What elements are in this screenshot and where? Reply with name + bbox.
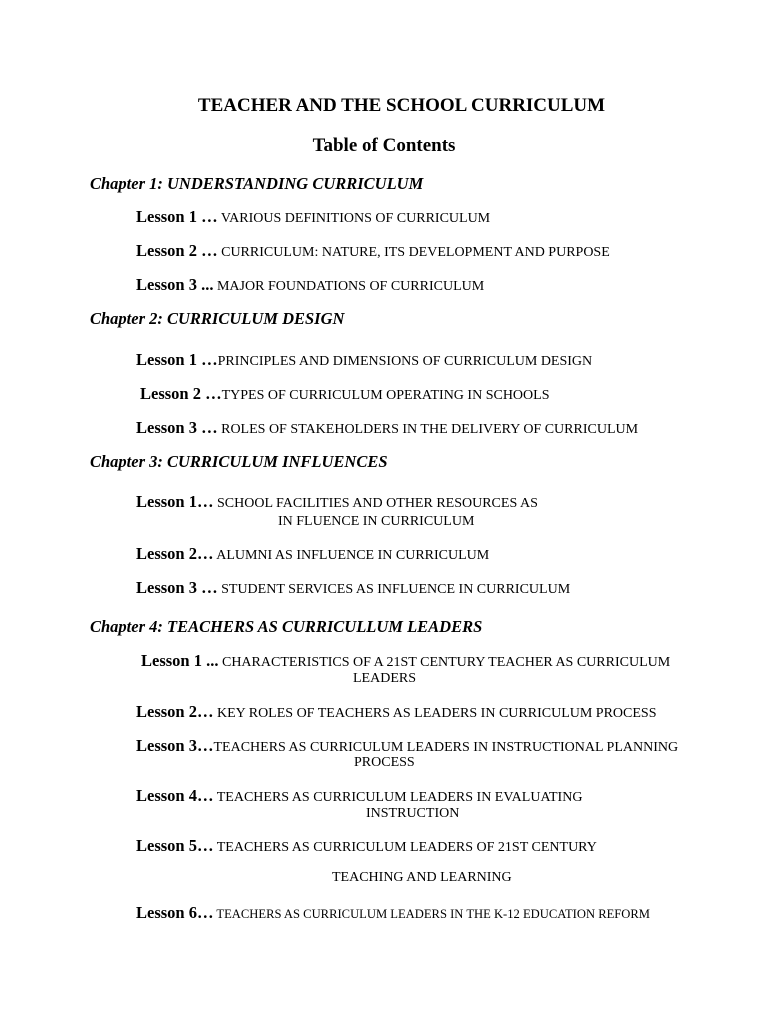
- chapter-4-lesson-1: [141, 653, 670, 670]
- chapter-1-heading: Chapter 1: UNDERSTANDING CURRICULUM: [90, 174, 424, 193]
- lesson-title: TEACHERS AS CURRICULUM LEADERS IN THE K-12 EDUCATION REFORM: [213, 907, 650, 921]
- lesson-number: Lesson 6…: [136, 903, 214, 922]
- lesson-number: Lesson 3 …: [136, 578, 218, 597]
- chapter-3-lesson-1: [136, 494, 538, 511]
- lesson-title: TYPES OF CURRICULUM OPERATING IN SCHOOLS: [221, 388, 550, 403]
- lesson-title: TEACHERS AS CURRICULUM LEADERS IN EVALUATING: [213, 790, 583, 805]
- lesson-title: STUDENT SERVICES AS INFLUENCE IN CURRICULUM: [217, 582, 571, 597]
- lesson-number: Lesson 2…: [136, 544, 214, 563]
- chapter-4-lesson-5-continuation: TEACHING AND LEARNING: [332, 870, 512, 885]
- lesson-title: CHARACTERISTICS OF A 21ST CENTURY TEACHER AS CURRICULUM: [218, 655, 671, 670]
- lesson-title: MAJOR FOUNDATIONS OF CURRICULUM: [213, 279, 485, 294]
- chapter-4-lesson-4: [136, 788, 582, 805]
- lesson-number: Lesson 4…: [136, 786, 214, 805]
- document-title: TEACHER AND THE SCHOOL CURRICULUM: [197, 95, 606, 116]
- chapter-2-heading: Chapter 2: CURRICULUM DESIGN: [90, 309, 345, 328]
- lesson-number: Lesson 1 …: [136, 350, 218, 369]
- chapter-2-lesson-1: [136, 352, 592, 369]
- lesson-number: Lesson 1 …: [136, 207, 218, 226]
- chapter-2-lesson-3: [136, 420, 638, 437]
- chapter-3-heading: Chapter 3: CURRICULUM INFLUENCES: [90, 452, 388, 471]
- lesson-number: Lesson 1 ...: [141, 651, 219, 670]
- chapter-4-lesson-5: [136, 838, 597, 855]
- lesson-title: KEY ROLES OF TEACHERS AS LEADERS IN CURRICULUM PROCESS: [213, 706, 657, 721]
- lesson-title: TEACHERS AS CURRICULUM LEADERS OF 21ST CENTURY: [213, 840, 597, 855]
- chapter-2-lesson-2: [140, 386, 549, 403]
- lesson-title: VARIOUS DEFINITIONS OF CURRICULUM: [217, 211, 491, 226]
- chapter-1-lesson-1: [136, 209, 490, 226]
- lesson-number: Lesson 2…: [136, 702, 214, 721]
- chapter-4-lesson-3: [136, 738, 678, 755]
- chapter-4-lesson-6: [136, 905, 650, 922]
- chapter-1-lesson-3: [136, 277, 484, 294]
- lesson-number: Lesson 1…: [136, 492, 214, 511]
- lesson-number: Lesson 2 …: [136, 241, 218, 260]
- chapter-4-heading: Chapter 4: TEACHERS AS CURRICULLUM LEADERS: [90, 617, 483, 636]
- chapter-4-lesson-1-continuation: LEADERS: [353, 671, 416, 686]
- lesson-title: SCHOOL FACILITIES AND OTHER RESOURCES AS: [213, 496, 538, 511]
- lesson-number: Lesson 3 …: [136, 418, 218, 437]
- lesson-title: ROLES OF STAKEHOLDERS IN THE DELIVERY OF CURRICULUM: [217, 422, 639, 437]
- chapter-4-lesson-2: [136, 704, 657, 721]
- chapter-1-lesson-2: [136, 243, 610, 260]
- chapter-3-lesson-3: [136, 580, 570, 597]
- chapter-4-lesson-4-continuation: INSTRUCTION: [366, 806, 460, 821]
- lesson-title: ALUMNI AS INFLUENCE IN CURRICULUM: [213, 548, 490, 563]
- lesson-number: Lesson 3 ...: [136, 275, 214, 294]
- lesson-number: Lesson 2 …: [140, 384, 222, 403]
- lesson-title: TEACHERS AS CURRICULUM LEADERS IN INSTRUCTIONAL PLANNING: [213, 740, 679, 755]
- lesson-number: Lesson 3…: [136, 736, 214, 755]
- chapter-3-lesson-2: [136, 546, 489, 563]
- lesson-number: Lesson 5…: [136, 836, 214, 855]
- chapter-4-lesson-3-continuation: PROCESS: [354, 755, 415, 770]
- chapter-3-lesson-1-continuation: IN FLUENCE IN CURRICULUM: [278, 514, 475, 529]
- lesson-title: CURRICULUM: NATURE, ITS DEVELOPMENT AND PURPOSE: [217, 245, 610, 260]
- lesson-title: PRINCIPLES AND DIMENSIONS OF CURRICULUM DESIGN: [217, 354, 593, 369]
- toc-heading: Table of Contents: [312, 135, 456, 156]
